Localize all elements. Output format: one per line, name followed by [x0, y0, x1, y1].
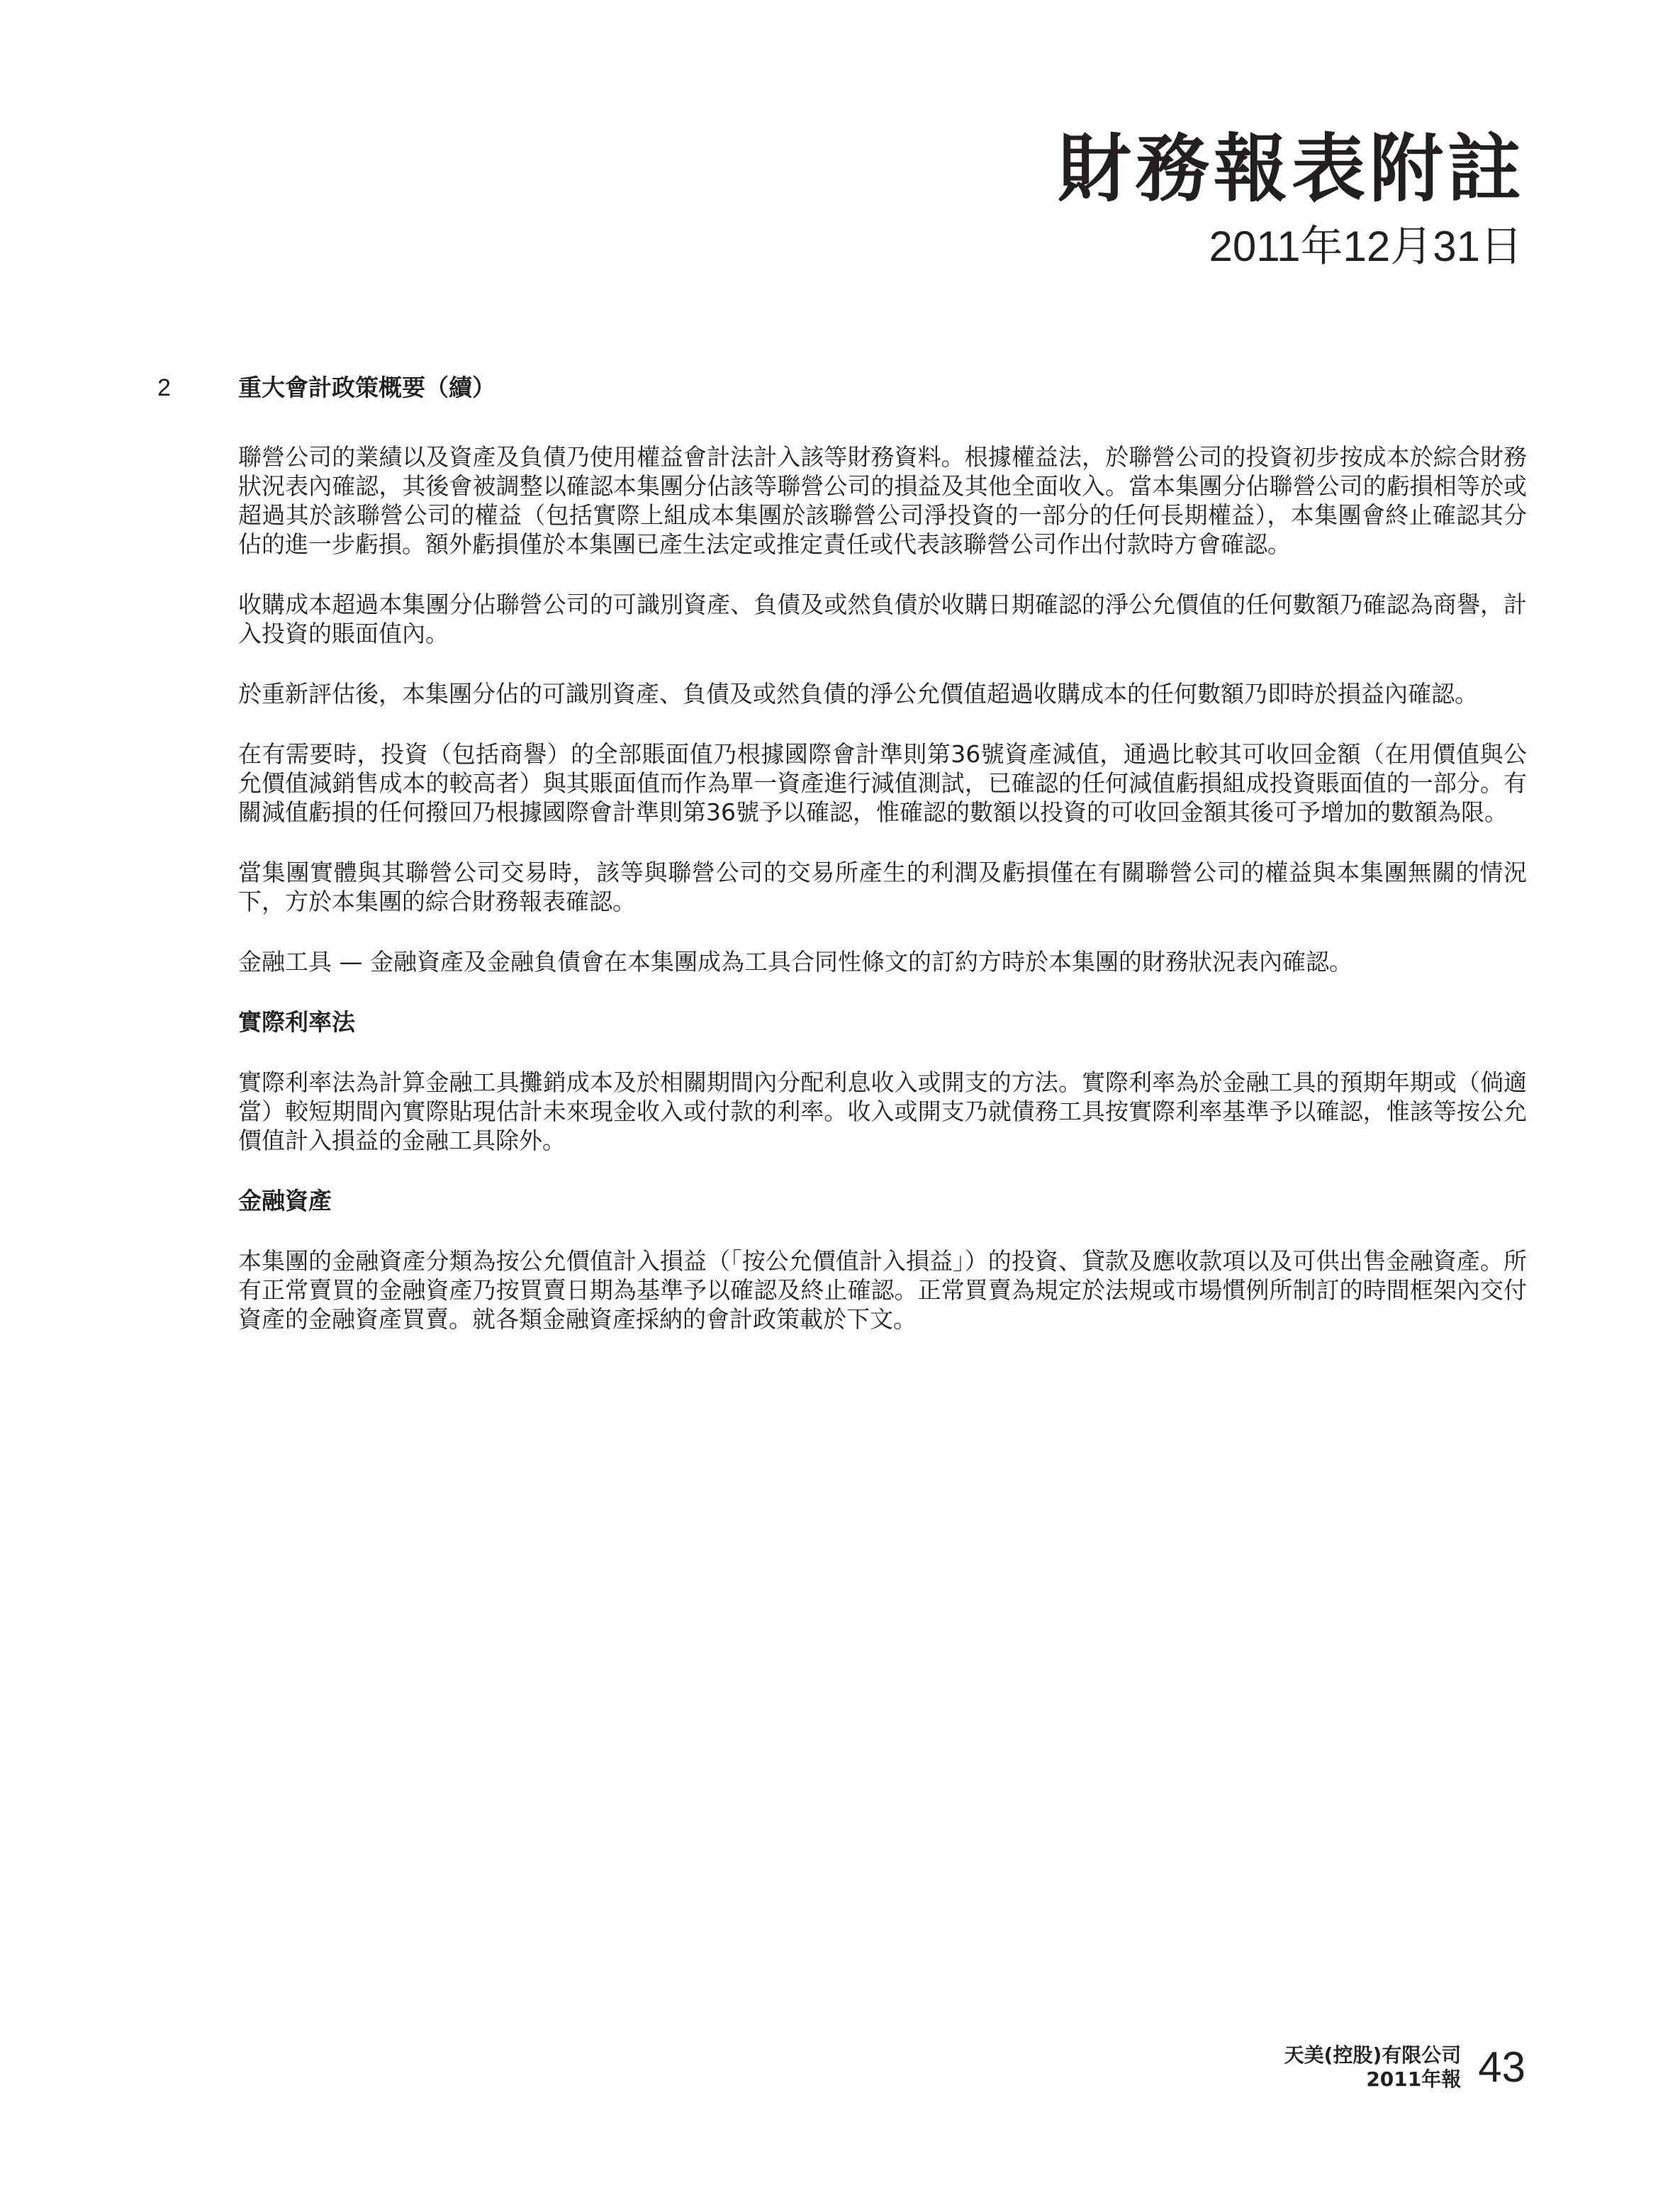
section-heading: 重大會計政策概要（續）	[238, 374, 495, 401]
paragraph-financial-assets: 本集團的金融資產分類為按公允價值計入損益（「按公允價值計入損益」）的投資、貸款及應收款項以及可供出售金融資產。所有正常賣買的金融資產乃按買賣日期為基準予以確認及終止確認。正常買賣為規定於法規或市場慣例所制訂的時間框架內交付資產的金融資產買賣。就各類金融資產採納的會計政策載於下文。	[238, 1247, 1527, 1333]
section-number: 2	[157, 374, 171, 401]
report-date: 2011年12月31日	[1209, 223, 1523, 270]
paragraph-transactions: 當集團實體與其聯營公司交易時，該等與聯營公司的交易所產生的利潤及虧損僅在有關聯營公司的權益與本集團無關的情況下，方於本集團的綜合財務報表確認。	[238, 859, 1527, 915]
main-content	[238, 442, 1527, 1365]
page-footer	[1284, 2032, 1525, 2092]
page-number: 43	[1478, 2043, 1525, 2091]
paragraph-financial-instruments: 金融工具 — 金融資產及金融負債會在本集團成為工具合同性條文的訂約方時於本集團的財務狀況表內確認。	[238, 948, 1353, 976]
report-name: 2011年報	[1366, 2067, 1462, 2091]
paragraph-impairment: 在有需要時，投資（包括商譽）的全部賬面值乃根據國際會計準則第36號資產減值，通過比較其可收回金額（在用價值與公允價值減銷售成本的較高者）與其賬面值而作為單一資產進行減值測試，已確認的任何減值虧損組成投資賬面值的一部分。有關減值虧損的任何撥回乃根據國際會計準則第36號予以確認，惟確認的數額以投資的可收回金額其後可予增加的數額為限。	[238, 740, 1527, 826]
footer-company-block	[1284, 2043, 1462, 2092]
company-name: 天美(控股)有限公司	[1284, 2043, 1462, 2067]
subheading-financial-assets: 金融資產	[238, 1187, 332, 1215]
paragraph-goodwill: 收購成本超過本集團分佔聯營公司的可識別資產、負債及或然負債於收購日期確認的淨公允價值的任何數額乃確認為商譽，計入投資的賬面值內。	[238, 591, 1527, 647]
paragraph-associates-equity-method: 聯營公司的業績以及資產及負債乃使用權益會計法計入該等財務資料。根據權益法，於聯營公司的投資初步按成本於綜合財務狀況表內確認，其後會被調整以確認本集團分佔該等聯營公司的損益及其他全面收入。當本集團分佔聯營公司的虧損相等於或超過其於該聯營公司的權益（包括實際上組成本集團於該聯營公司淨投資的一部分的任何長期權益），本集團會終止確認其分佔的進一步虧損。額外虧損僅於本集團已產生法定或推定責任或代表該聯營公司作出付款時方會確認。	[238, 443, 1527, 558]
subheading-effective-interest: 實際利率法	[238, 1008, 355, 1036]
paragraph-reassessment: 於重新評估後，本集團分佔的可識別資產、負債及或然負債的淨公允價值超過收購成本的任何數額乃即時於損益內確認。	[238, 680, 1478, 708]
page-title: 財務報表附註	[1057, 125, 1525, 212]
paragraph-effective-interest: 實際利率法為計算金融工具攤銷成本及於相關期間內分配利息收入或開支的方法。實際利率為於金融工具的預期年期或（倘適當）較短期間內實際貼現估計未來現金收入或付款的利率。收入或開支乃就債務工具按實際利率基準予以確認，惟該等按公允價值計入損益的金融工具除外。	[238, 1068, 1527, 1154]
